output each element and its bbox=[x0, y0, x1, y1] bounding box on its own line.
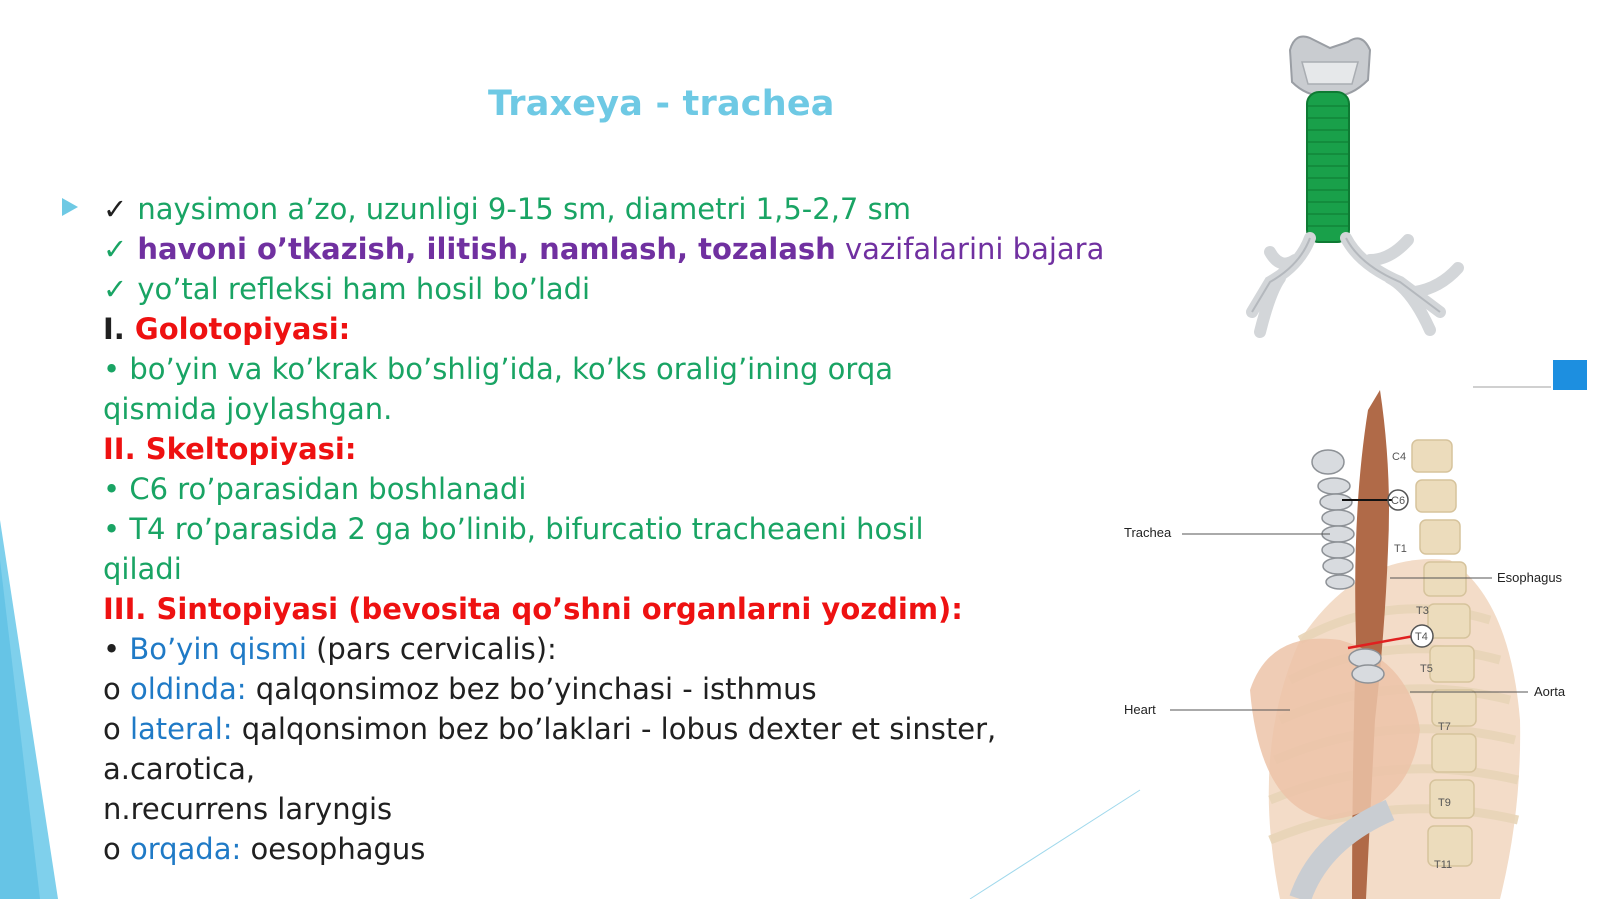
trachea-illustration bbox=[1240, 20, 1500, 370]
posterior-label: orqada: bbox=[129, 832, 242, 866]
anterior-label: oldinda: bbox=[129, 672, 247, 706]
vertebra-label: T3 bbox=[1416, 605, 1429, 617]
sub-bullet: o bbox=[103, 672, 130, 706]
heading-skeletotopy: II. Skeltopiyasi: bbox=[103, 432, 357, 466]
vertebra-label: T7 bbox=[1438, 721, 1451, 733]
heading-syntopy: III. Sintopiyasi (bevosita qo’shni organlarni yozdim): bbox=[103, 592, 963, 626]
syntopy-anterior bbox=[103, 669, 1113, 709]
vertebra-label: T11 bbox=[1434, 859, 1453, 871]
left-accent-stripe bbox=[0, 0, 60, 899]
line-functions bbox=[103, 229, 1113, 269]
badge-icon bbox=[1553, 360, 1587, 390]
slide-body bbox=[103, 189, 1113, 869]
slide-title: Traxeya - trachea bbox=[488, 84, 835, 124]
line-shape-text: naysimon a’zo, uzunligi 9-15 sm, diametri 1,5-2,7 sm bbox=[137, 192, 911, 226]
syntopy-lateral-cont-2: n.recurrens laryngis bbox=[103, 792, 393, 826]
vertebra-label: C6 bbox=[1391, 495, 1406, 507]
vertebra-label: C4 bbox=[1392, 451, 1407, 463]
sub-bullet: o bbox=[103, 832, 130, 866]
posterior-text: oesophagus bbox=[241, 832, 426, 866]
vertebra-label: T1 bbox=[1394, 543, 1407, 555]
syntopy-posterior bbox=[103, 829, 1113, 869]
sub-bullet: o bbox=[103, 712, 130, 746]
heading-text: Golotopiyasi: bbox=[124, 312, 351, 346]
line-shape bbox=[103, 189, 1113, 229]
bullet: • bbox=[103, 632, 130, 666]
syntopy-lateral bbox=[103, 709, 1113, 749]
syntopy-neck-part bbox=[103, 629, 1113, 669]
neck-part-rest: (pars cervicalis): bbox=[306, 632, 557, 666]
check-icon: ✓ bbox=[103, 272, 128, 306]
holotopy-line-2: qismida joylashgan. bbox=[103, 392, 393, 426]
lateral-text: qalqonsimon bez bo’laklari - lobus dexter et sinster, bbox=[232, 712, 997, 746]
line-cough bbox=[103, 269, 1113, 309]
vertebra-label: T5 bbox=[1420, 663, 1433, 675]
label-aorta: Aorta bbox=[1534, 684, 1566, 699]
functions-bold: havoni o’tkazish, ilitish, namlash, tozalash bbox=[137, 232, 836, 266]
heading-number: I. bbox=[103, 312, 125, 346]
vertebra-label: T4 bbox=[1415, 631, 1428, 643]
lateral-label: lateral: bbox=[129, 712, 233, 746]
skeletotopy-line-1: • C6 ro’parasidan boshlanadi bbox=[103, 472, 527, 506]
neck-part-label: Bo’yin qismi bbox=[129, 632, 307, 666]
label-heart: Heart bbox=[1124, 702, 1156, 717]
play-arrow-icon bbox=[60, 196, 80, 218]
check-icon: ✓ bbox=[103, 192, 128, 226]
check-icon: ✓ bbox=[103, 232, 128, 266]
syntopy-lateral-cont-1: a.carotica, bbox=[103, 752, 256, 786]
functions-rest: vazifalarini bajara bbox=[835, 232, 1105, 266]
cough-text: yo’tal refleksi ham hosil bo’ladi bbox=[137, 272, 591, 306]
holotopy-line-1: • bo’yin va ko’krak bo’shlig’ida, ko’ks oralig’ining orqa bbox=[103, 352, 894, 386]
heading-holotopy bbox=[103, 309, 1113, 349]
label-trachea: Trachea bbox=[1124, 525, 1172, 540]
skeletotopy-line-3: qiladi bbox=[103, 552, 182, 586]
vertebra-label: T9 bbox=[1438, 797, 1451, 809]
anterior-text: qalqonsimoz bez bo’yinchasi - isthmus bbox=[246, 672, 817, 706]
skeletotopy-line-2: • T4 ro’parasida 2 ga bo’linib, bifurcatio tracheaeni hosil bbox=[103, 512, 924, 546]
separator-line bbox=[1473, 386, 1551, 388]
thorax-illustration bbox=[1124, 390, 1600, 899]
label-esophagus: Esophagus bbox=[1497, 570, 1563, 585]
